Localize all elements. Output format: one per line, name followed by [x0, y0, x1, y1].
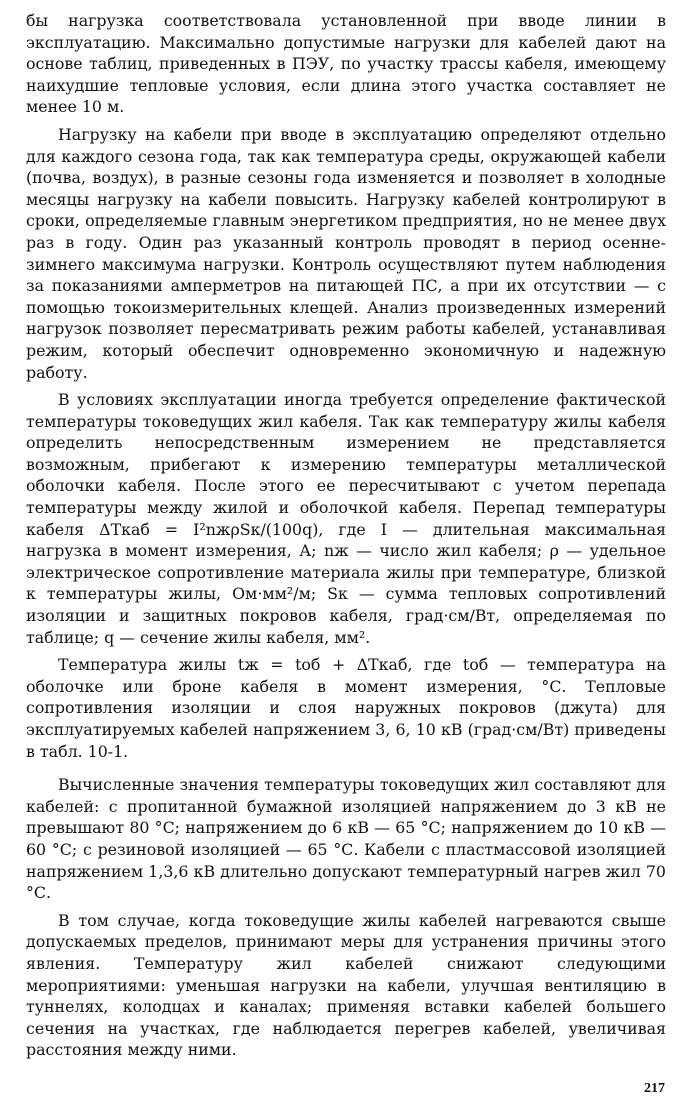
- paragraph-3: В условиях эксплуатации иногда требуется определение фактической температуры токоведущих жил кабеля. Так как температуру жилы кабеля определить непосредственным измерением не представляется возможным, прибегают к измерению температуры металлической оболочки кабеля. После этого ее пересчитывают с учетом перепада температуры между жилой и оболочкой кабеля. Перепад температуры кабеля ΔTкаб = I²nжρSк/(100q), где I — длительная максимальная нагрузка в момент измерения, А; nж — число жил кабеля; ρ — удельное электрическое сопротивление материала жилы при температуре, близкой к температуры жилы, Ом·мм²/м; Sк — сумма тепловых сопротивлений изоляции и защитных покровов кабеля, град·см/Вт, определяемая по таблице; q — сечение жилы кабеля, мм².: [26, 390, 666, 647]
- page-number: 217: [644, 1081, 665, 1096]
- paragraph-4: Температура жилы tж = tоб + ΔTкаб, где tоб — температура на оболочке или броне кабеля в момент измерения, °С. Тепловые сопротивления изоляции и слоя наружных покровов (джута) для эксплуатируемых кабелей напряжением 3, 6, 10 кВ (град·см/Вт) приведены в табл. 10-1.: [26, 655, 666, 761]
- paragraph-6: В том случае, когда токоведущие жилы кабелей нагреваются свыше допускаемых пределов, принимают меры для устранения причины этого явления. Температуру жил кабелей снижают следующими мероприятиями: уменьшая нагрузки на кабели, улучшая вентиляцию в туннелях, колодцах и каналах; применяя вставки кабелей большего сечения на участках, где наблюдается перегрев кабелей, увеличивая расстояния между ними.: [26, 910, 666, 1060]
- paragraph-1: бы нагрузка соответствовала установленной при вводе линии в эксплуатацию. Максимально допустимые нагрузки для кабелей дают на основе таблиц, приведенных в ПЭУ, по участку трассы кабеля, имеющему наихудшие тепловые условия, если длина этого участка составляет не менее 10 м.: [26, 11, 666, 117]
- page-body: [26, 10, 666, 1061]
- paragraph-5: Вычисленные значения температуры токоведущих жил составляют для кабелей: с пропитанной бумажной изоляцией напряжением до 3 кВ не превышают 80 °С; напряжением до 6 кВ — 65 °С; напряжением до 10 кВ — 60 °С; с резиновой изоляцией — 65 °С. Кабели с пластмассовой изоляцией напряжением 1,3,6 кВ длительно допускают температурный нагрев жил 70 °С.: [26, 775, 666, 903]
- paragraph-2: Нагрузку на кабели при вводе в эксплуатацию определяют отдельно для каждого сезона года, так как температура среды, окружающей кабели (почва, воздух), в разные сезоны года изменяется и позволяет в холодные месяцы нагрузку на кабели повысить. Нагрузку кабелей контролируют в сроки, определяемые главным энергетиком предприятия, но не менее двух раз в году. Один раз указанный контроль проводят в период осенне-зимнего максимума нагрузки. Контроль осуществляют путем наблюдения за показаниями амперметров на питающей ПС, а при их отсутствии — с помощью токоизмерительных клещей. Анализ произведенных измерений нагрузок позволяет пересматривать режим работы кабелей, устанавливая режим, который обеспечит одновременно экономичную и надежную работу.: [26, 124, 666, 382]
